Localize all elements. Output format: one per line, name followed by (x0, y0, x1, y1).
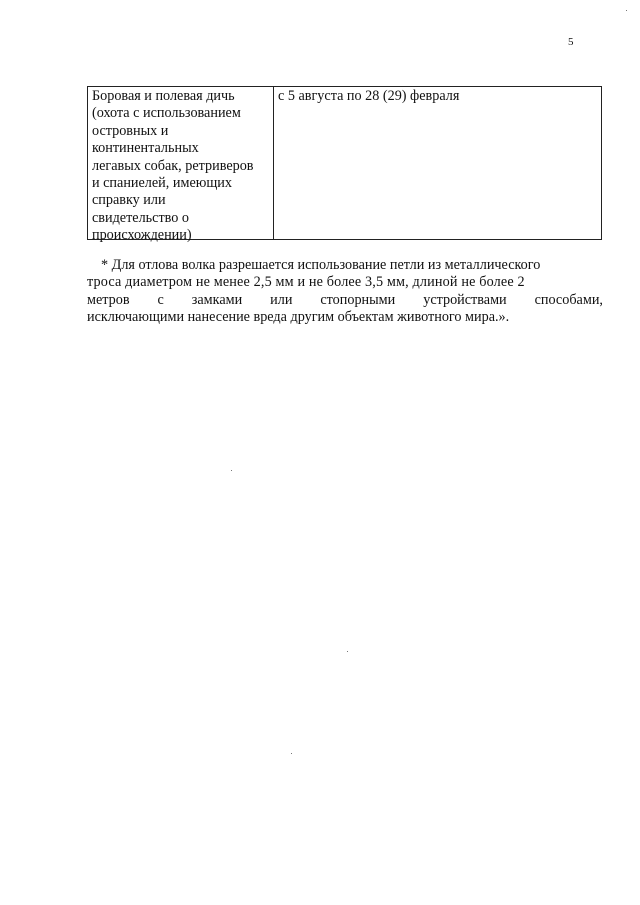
footnote-word: стопорными (320, 291, 396, 308)
scan-speck (347, 651, 348, 652)
footnote-word: или (270, 291, 293, 308)
game-category-line: происхождении) (92, 227, 192, 244)
footnote-line: троса диаметром не менее 2,5 мм и не более 3,5 мм, длиной не более 2 (87, 274, 525, 291)
footnote-line: * Для отлова волка разрешается использование петли из металлического (101, 257, 541, 273)
game-category-line: легавых собак, ретриверов (92, 157, 254, 174)
footnote-word: устройствами (423, 291, 507, 308)
game-category-line: свидетельство о (92, 209, 189, 226)
game-category-line: (охота с использованием (92, 105, 241, 122)
game-category-line: Боровая и полевая дичь (92, 88, 235, 104)
footnote-word: замками (191, 291, 243, 308)
scan-speck (626, 10, 627, 11)
season-period-cell: с 5 августа по 28 (29) февраля (278, 88, 460, 104)
game-category-line: континентальных (92, 140, 199, 157)
game-category-line: и спаниелей, имеющих (92, 175, 232, 192)
hunting-season-table (87, 86, 602, 244)
footnote-word: способами, (534, 291, 603, 308)
footnote-word: метров (87, 291, 130, 308)
page-number: 5 (568, 36, 574, 48)
footnote-line: исключающими нанесение вреда другим объектам животного мира.». (87, 309, 510, 326)
scan-speck (291, 753, 292, 754)
game-category-cell (88, 87, 274, 244)
game-category-line: островных и (92, 122, 169, 139)
scan-speck (231, 470, 232, 471)
footnote-word: с (157, 291, 164, 308)
game-category-line: справку или (92, 192, 166, 209)
footnote-justified-line (87, 292, 603, 309)
footnote (87, 257, 603, 327)
